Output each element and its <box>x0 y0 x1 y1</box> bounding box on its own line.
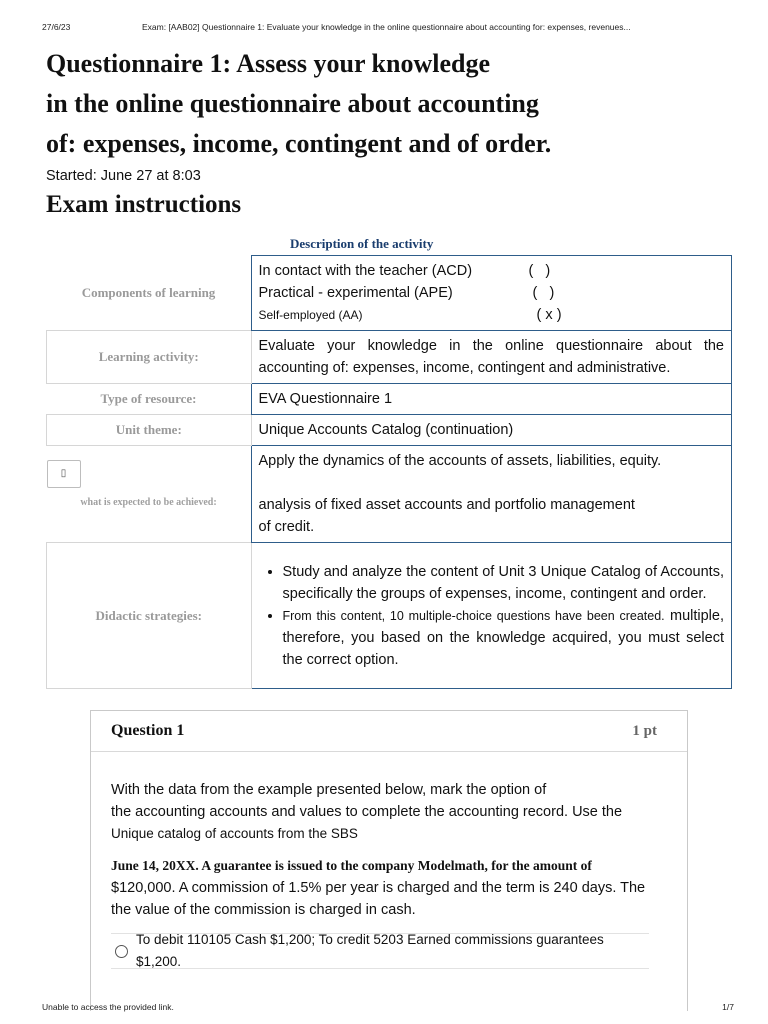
learning-activity-label: Learning activity: <box>47 331 252 384</box>
answer-option[interactable] <box>111 933 649 969</box>
unit-theme-row <box>47 415 732 446</box>
question-title: Question 1 <box>111 722 185 739</box>
case-text: $120,000. A commission of 1.5% per year is charged and the term is 240 days. The <box>111 880 646 896</box>
expected-achievement-value <box>251 446 732 543</box>
page-title <box>46 44 726 164</box>
strategy-item-rest: multiple, therefore, you based on the knowledge acquired, you must select the correct option. <box>282 607 724 668</box>
strategy-item <box>283 605 725 671</box>
didactic-strategies-label: Didactic strategies: <box>47 543 252 689</box>
component-name: In contact with the teacher (ACD) <box>258 263 473 279</box>
unit-theme-label: Unit theme: <box>47 415 252 446</box>
activity-description-caption: Description of the activity <box>290 236 434 251</box>
component-mark: ( ) <box>528 285 555 301</box>
case-text: the value of the commission is charged in cash. <box>111 902 416 918</box>
component-mark: ( ) <box>528 263 551 279</box>
component-item <box>259 282 725 304</box>
question-header <box>91 711 687 752</box>
page-title-line: of: expenses, income, contingent and of order. <box>46 129 552 158</box>
learning-activity-value: Evaluate your knowledge in the online questionnaire about the accounting of: expenses, income, contingent and administrative. <box>251 331 732 384</box>
question-prompt: Unique catalog of accounts from the SBS <box>111 826 358 841</box>
strategy-item-lead: From this content, 10 multiple-choice questions have been created. <box>282 608 665 623</box>
components-row <box>47 256 732 331</box>
strategy-item: • Study and analyze the content of Unit 3 Unique Catalog of Accounts, specifically the groups of expenses, income, contingent and order. <box>283 561 725 605</box>
question-body <box>91 752 687 969</box>
expected-achievement-label: what is expected to be achieved: <box>80 497 217 508</box>
answer-option-label: To debit 110105 Cash $1,200; To credit 5203 Earned commissions guarantees $1,200. <box>136 932 604 969</box>
didactic-strategies-row <box>47 543 732 689</box>
expected-achievement-label-cell <box>47 446 252 543</box>
started-timestamp: Started: June 27 at 8:03 <box>46 168 201 184</box>
case-heading: June 14, 20XX. A guarantee is issued to the company Modelmath, for the amount of <box>111 858 592 873</box>
component-name: Practical - experimental (APE) <box>258 285 453 301</box>
component-mark: ( x ) <box>528 307 562 323</box>
unit-theme-value: Unique Accounts Catalog (continuation) <box>251 415 732 446</box>
components-value <box>251 256 732 331</box>
instructions-table <box>46 255 732 689</box>
components-label: Components of learning <box>81 284 216 300</box>
strategies-list <box>259 561 725 671</box>
print-footer-link-note: Unable to access the provided link. <box>42 1002 174 1012</box>
component-name: Self-employed (AA) <box>258 308 363 322</box>
print-page-title: Exam: [AAB02] Questionnaire 1: Evaluate your knowledge in the online questionnaire about accounting for: expenses, revenues... <box>142 22 631 32</box>
exam-instructions-heading: Exam instructions <box>46 191 242 218</box>
question-points: 1 pt <box>632 722 657 739</box>
resource-type-row <box>47 384 732 415</box>
component-item <box>259 304 725 326</box>
expected-line: Apply the dynamics of the accounts of assets, liabilities, equity. <box>258 453 662 469</box>
resource-type-value: EVA Questionnaire 1 <box>251 384 732 415</box>
expected-line: analysis of fixed asset accounts and portfolio management <box>258 497 635 513</box>
learning-activity-row <box>47 331 732 384</box>
radio-button[interactable] <box>115 945 128 958</box>
resource-type-label: Type of resource: <box>100 391 197 406</box>
print-page-number: 1/7 <box>722 1002 734 1012</box>
didactic-strategies-value <box>251 543 732 689</box>
print-footer <box>42 1002 734 1012</box>
expected-achievement-row <box>47 446 732 543</box>
expected-line: of credit. <box>258 519 315 535</box>
page-title-line: in the online questionnaire about accounting <box>46 89 539 118</box>
question-prompt: the accounting accounts and values to complete the accounting record. Use the <box>111 804 623 820</box>
question-prompt: With the data from the example presented below, mark the option of <box>111 782 547 798</box>
question-card <box>90 710 688 1011</box>
print-header <box>42 22 732 32</box>
broken-image-icon: ▯ <box>47 460 81 488</box>
print-date: 27/6/23 <box>42 22 71 32</box>
component-item <box>259 260 725 282</box>
page-title-line: Questionnaire 1: Assess your knowledge <box>46 49 490 78</box>
